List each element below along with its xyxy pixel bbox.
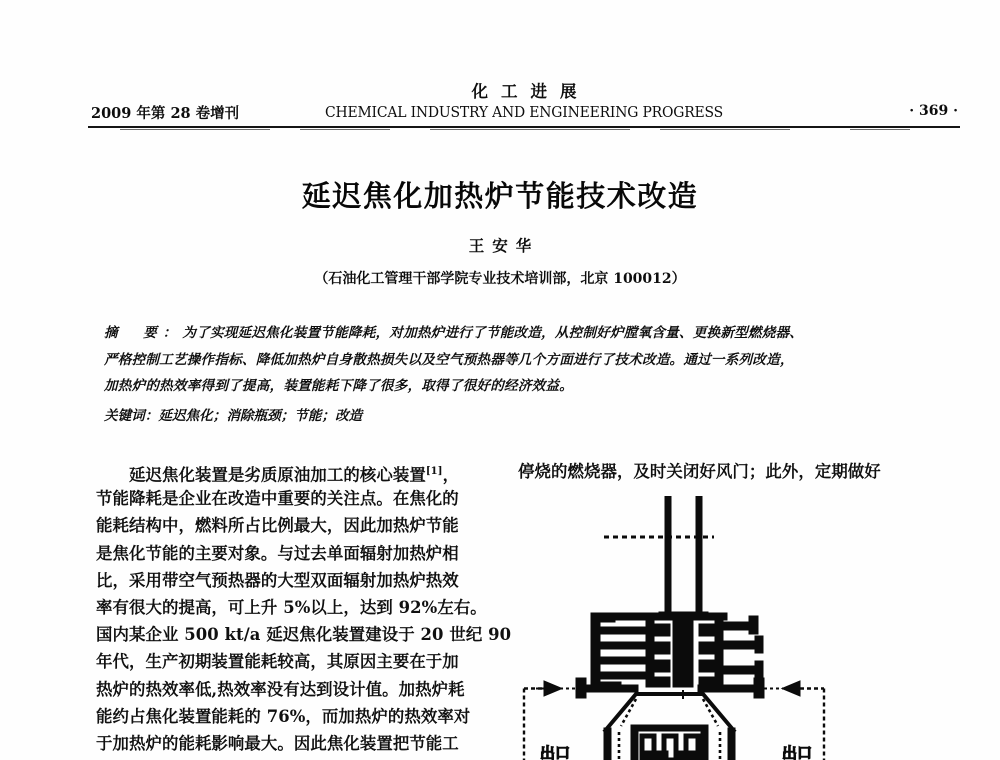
body-line	[96, 458, 458, 485]
body-column-right	[518, 458, 910, 485]
body-line: 年代，生产初期装置能耗较高，其原因主要在于加	[96, 652, 459, 672]
page-number: · 369 ·	[909, 103, 958, 119]
abstract-text-1: 为了实现延迟焦化装置节能降耗，对加热炉进行了节能改造，从控制好炉膛氧含量、更换新型燃烧器、	[182, 325, 804, 341]
abstract-block	[104, 320, 904, 429]
abstract-label: 摘 要：	[104, 325, 183, 341]
issue-designation: 2009 年第 28 卷增刊	[91, 105, 240, 122]
journal-title-chinese: 化工进展	[471, 82, 590, 101]
abstract-line: 严格控制工艺操作指标、降低加热炉自身散热损失以及空气预热器等几个方面进行了技术改造。通过一系列改造，	[104, 351, 794, 368]
keywords-text: 延迟焦化；消除瓶颈；节能；改造	[158, 407, 363, 424]
body-line: 能耗结构中，燃料所占比例最大，因此加热炉节能	[96, 516, 459, 536]
article-affiliation: （石油化工管理干部学院专业技术培训部，北京 100012）	[314, 271, 686, 287]
article-title: 延迟焦化加热炉节能技术改造	[301, 179, 699, 213]
scan-speckle	[430, 129, 630, 130]
body-column-left	[96, 458, 512, 757]
body-line: 比，采用带空气预热器的大型双面辐射加热炉热效	[96, 570, 459, 590]
body-line: 率有很大的提高，可上升 5%以上，达到 92%左右。	[96, 597, 487, 617]
body-line-text: 延迟焦化装置是劣质原油加工的核心装置	[129, 465, 426, 485]
running-head-row	[88, 101, 960, 123]
radiant-chamber-walls	[604, 728, 735, 760]
running-head	[88, 78, 960, 124]
abstract-line	[104, 320, 904, 347]
body-line: 停烧的燃烧器，及时关闭好风门；此外，定期做好	[518, 462, 881, 481]
reference-marker: [1]	[425, 466, 443, 477]
keywords-label: 关键词：	[104, 407, 159, 424]
burner-chamber	[631, 725, 708, 760]
figure-label-outlet: 出口	[782, 744, 813, 760]
furnace-schematic-figure	[518, 496, 918, 760]
journal-title-english: CHEMICAL INDUSTRY AND ENGINEERING PROGRESS	[324, 103, 724, 121]
body-line: 是焦化节能的主要对象。与过去单面辐射加热炉相	[96, 543, 459, 563]
abstract-line: 加热炉的热效率得到了提高，装置能耗下降了很多，取得了很好的经济效益。	[104, 378, 573, 394]
article-author: 王安华	[468, 236, 540, 255]
scan-speckle	[300, 129, 390, 130]
body-line: 节能降耗是企业在改造中重要的关注点。在焦化的	[96, 489, 459, 509]
stack-icon	[665, 496, 702, 612]
figure-label-inlet: 出口	[540, 744, 571, 760]
body-line: 热炉的热效率低,热效率没有达到设计值。加热炉耗	[96, 679, 465, 699]
furnace-schematic-svg	[518, 496, 918, 760]
body-line: 能约占焦化装置能耗的 76%，而加热炉的热效率对	[96, 706, 471, 726]
scan-speckle	[120, 129, 270, 130]
keywords-line	[104, 403, 904, 430]
scan-speckle	[850, 129, 910, 130]
body-line: 国内某企业 500 kt/a 延迟焦化装置建设于 20 世纪 90	[96, 625, 512, 645]
body-line-tail: ，	[442, 465, 460, 485]
body-line: 于加热炉的能耗影响最大。因此焦化装置把节能工	[96, 733, 459, 753]
scan-speckle	[660, 129, 790, 130]
